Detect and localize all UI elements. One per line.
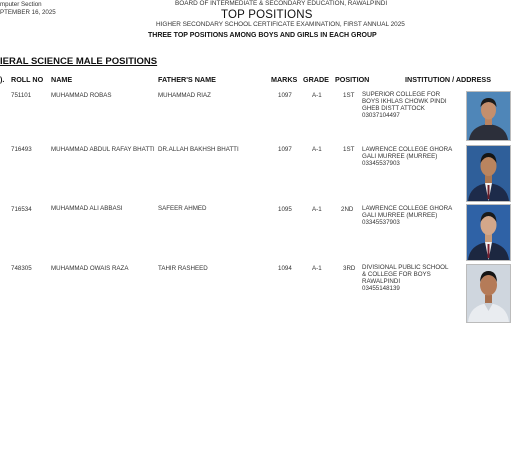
marks: 1097 [278,92,292,99]
roll-no: 751101 [11,92,32,99]
institution: LAWRENCE COLLEGE GHORA GALI MURREE (MURREE) [362,205,452,219]
page-title: TOP POSITIONS [221,9,313,21]
col-sno: ). [0,75,5,84]
phone: 03345537903 [362,219,400,226]
position: 2ND [341,206,354,213]
marks: 1095 [278,206,292,213]
student-photo [466,264,511,323]
position: 3RD [343,265,356,272]
father-name: DR.ALLAH BAKHSH BHATTI [158,146,239,153]
col-institution: INSTITUTION / ADDRESS [405,75,491,84]
col-roll: ROLL NO [11,75,44,84]
phone: 03037104497 [362,112,400,119]
date-label: PTEMBER 16, 2025 [0,9,56,16]
institution: DIVISIONAL PUBLIC SCHOOL & COLLEGE FOR BOYS RAWALPINDI [362,264,449,285]
col-father: FATHER'S NAME [158,75,216,84]
marks: 1094 [278,265,292,272]
position: 1ST [343,92,355,99]
board-name: BOARD OF INTERMEDIATE & SECONDARY EDUCATION, RAWALPINDI [175,0,388,7]
col-position: POSITION [335,75,370,84]
father-name: SAFEER AHMED [158,205,207,212]
father-name: TAHIR RASHEED [158,265,208,272]
student-name: MUHAMMAD ALI ABBASI [51,205,123,212]
student-name: MUHAMMAD ROBAS [51,92,112,99]
col-grade: GRADE [303,75,329,84]
grade: A-1 [312,146,322,153]
section-title: IERAL SCIENCE MALE POSITIONS [0,56,158,67]
student-name: MUHAMMAD OWAIS RAZA [51,265,129,272]
institution: LAWRENCE COLLEGE GHORA GALI MURREE (MURREE) [362,146,452,160]
grade: A-1 [312,265,322,272]
col-marks: MARKS [271,75,298,84]
phone: 03455148139 [362,285,400,292]
father-name: MUHAMMAD RIAZ [158,92,211,99]
student-photo [466,204,511,261]
marks: 1097 [278,146,292,153]
roll-no: 716534 [11,206,32,213]
institution: SUPERIOR COLLEGE FOR BOYS IKHLAS CHOWK PINDI GHEB DISTT ATTOCK [362,91,447,112]
roll-no: 716493 [11,146,32,153]
section-label: mputer Section [0,1,42,8]
position: 1ST [343,146,355,153]
col-name: NAME [51,75,73,84]
phone: 03345537903 [362,160,400,167]
student-photo [466,145,511,202]
roll-no: 748305 [11,265,32,272]
student-name: MUHAMMAD ABDUL RAFAY BHATTI [51,146,155,153]
exam-subtitle: HIGHER SECONDARY SCHOOL CERTIFICATE EXAMINATION, FIRST ANNUAL 2025 [156,21,405,28]
student-photo [466,91,511,141]
grade: A-1 [312,206,322,213]
positions-subtitle: THREE TOP POSITIONS AMONG BOYS AND GIRLS IN EACH GROUP [148,32,377,39]
grade: A-1 [312,92,322,99]
